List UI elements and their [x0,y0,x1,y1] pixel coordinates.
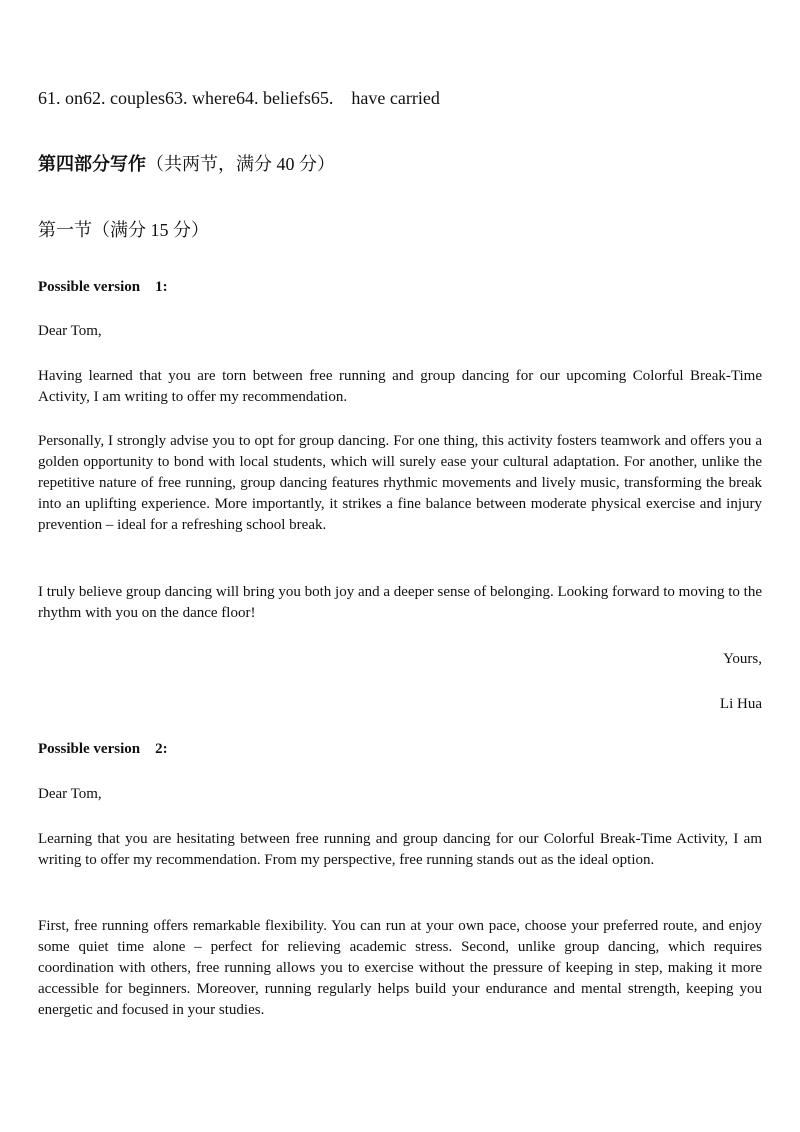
version2-salutation: Dear Tom, [38,786,102,802]
version1-paragraph-2: Personally, I strongly advise you to opt for group dancing. For one thing, this activity fosters teamwork and offers you a golden opportunity to bond with local students, which will surely ease your cultural adaptation. For another, unlike the repetitive nature of free running, group dancing features rhythmic movements and lively music, transforming the break into an uplifting experience. More importantly, it strikes a fine balance between moderate physical exercise and injury prevention – ideal for a refreshing school break. [38,433,762,533]
part4-title-score: （共两节，满分 40 分） [146,154,335,174]
answers-line: 61. on62. couples63. where64. beliefs65. have carried [38,88,440,108]
version2-label: Possible version 2: [38,741,168,757]
version1-paragraph-3: I truly believe group dancing will bring you both joy and a deeper sense of belonging. Looking forward to moving to the rhythm with you on the dance floor! [38,584,763,621]
version1-label: Possible version 1: [38,279,168,295]
part4-title [38,152,762,176]
version1-salutation: Dear Tom, [38,323,102,339]
version2-paragraph-2: First, free running offers remarkable flexibility. You can run at your own pace, choose your preferred route, and enjoy some quiet time alone – perfect for relieving academic stress. Second, unlike group dancing, which requires coordination with others, free running allows you to exercise without the pressure of keeping in step, making it more accessible for beginners. Moreover, running regularly helps build your endurance and mental strength, keeping you energetic and focused in your studies. [38,918,762,1018]
version1-closing: Yours, [723,651,762,667]
version1-paragraph-1: Having learned that you are torn between free running and group dancing for our upcoming Colorful Break-Time Activity, I am writing to offer my recommendation. [38,368,762,405]
version2-paragraph-1: Learning that you are hesitating between free running and group dancing for our Colorful Break-Time Activity, I am writing to offer my recommendation. From my perspective, free running stands out as the ideal option. [38,831,762,868]
section1-title: 第一节（满分 15 分） [38,220,209,240]
version1-signature: Li Hua [719,696,762,712]
part4-title-bold: 第四部分写作 [38,154,146,174]
